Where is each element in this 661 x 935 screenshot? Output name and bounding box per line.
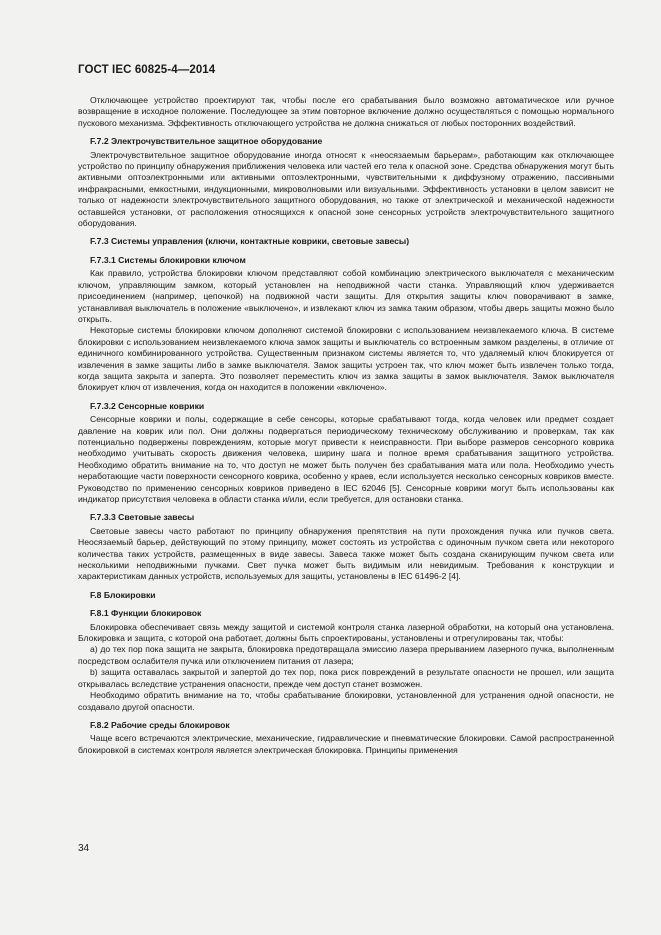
- paragraph: Некоторые системы блокировки ключом дополняют системой блокировки с использованием неизвлекаемого ключа. В системе блокировки с использованием неизвлекаемого ключа замок защиты и выключатель со встроенным замком разделены, в отличие от единичного комбинированного устройства. Существенным признаком системы является то, что удаляемый ключ блокируется от извлечения в замке защиты либо в замке выключателя. Замок защиты устроен так, что ключ может быть извлечен только тогда, когда защита закрыта и заперта. Это позволяет переместить ключ из замка защиты в замок выключателя. Замок выключателя блокирует ключ от извлечения, когда он находится в положении «включено».: [78, 325, 614, 393]
- section-heading-f8-1: F.8.1 Функции блокировок: [90, 608, 202, 619]
- section-heading-f7-2: F.7.2 Электрочувствительное защитное оборудование: [90, 136, 323, 147]
- section-heading-f8-2: F.8.2 Рабочие среды блокировок: [90, 719, 230, 730]
- section-heading-f8: F.8 Блокировки: [90, 589, 156, 600]
- paragraph: Сенсорные коврики и полы, содержащие в себе сенсоры, которые срабатывают тогда, когда человек или предмет создает давление на коврик или пол. Они должны подвергаться периодическому техническому обслуживанию и проверкам, так как потенциально подвержены повреждениям, которые могут привести к неисправности. При выборе размеров сенсорного коврика необходимо учитывать скорость движения человека, ширину шага и полное время срабатывания защитного устройства. Необходимо обратить внимание на то, что доступ не может быть получен без срабатывания мата или пола. Необходимо учесть неработающие части поверхности сенсорного коврика, особенно у краев, если используется несколько сенсорных ковриков вместе. Руководство по применению сенсорных ковриков приведено в IEC 62046 [5]. Сенсорные коврики могут быть использованы как индикатор присутствия человека в области станка и/или, если требуется, для остановки станка.: [78, 414, 614, 504]
- paragraph: Чаще всего встречаются электрические, механические, гидравлические и пневматические блокировки. Самой распространенной блокировкой в системах контроля является электрическая блокировка. Принципы применения: [78, 733, 614, 755]
- document-body: [78, 95, 614, 756]
- paragraph: Необходимо обратить внимание на то, чтобы срабатывание блокировки, установленной для устранения одной опасности, не создавало другой опасности.: [78, 690, 614, 712]
- section-heading-f7-3-2: F.7.3.2 Сенсорные коврики: [90, 400, 205, 411]
- paragraph: Электрочувствительное защитное оборудование иногда относят к «неосязаемым барьерам», работающим как отключающее устройство по принципу обнаружения приближения человека или частей его тела к опасной зоне. Средства обнаружения могут быть активными оптоэлектронными или активными оптоэлектронными, чувствительными к диффузному отражению, пассивными инфракрасными, емкостными, индукционными, микроволновыми или визуальными. Эффективность установки в целом зависит не только от надежности электрочувствительного защитного оборудования, но также от электрической и механической надежности оставшейся установки, от расположения относящихся к опасной зоне сенсорных устройств электрочувствительного защитного оборудования.: [78, 149, 614, 229]
- list-item: b) защита оставалась закрытой и запертой до тех пор, пока риск повреждений в результате опасности не прошел, или защита открывалась вследствие устранения опасности, прежде чем доступ станет возможен.: [78, 667, 614, 689]
- document-header: ГОСТ IEC 60825-4—2014: [78, 64, 216, 76]
- section-heading-f7-3: F.7.3 Системы управления (ключи, контактные коврики, световые завесы): [90, 236, 410, 247]
- section-heading-f7-3-3: F.7.3.3 Световые завесы: [90, 512, 195, 523]
- section-heading-f7-3-1: F.7.3.1 Системы блокировки ключом: [90, 254, 246, 265]
- paragraph: Световые завесы часто работают по принципу обнаружения препятствия на пути прохождения пучка или пучков света. Неосязаемый барьер, действующий по этому принципу, может состоять из устройства с одиночным пучком света или некоторого количества таких устройств, размещенных в виде завесы. Завеса также может быть создана сканирующим пучком света или несколькими неподвижными пучками. Свет пучка может быть видимым или невидимым. Требования к конструкции и характеристикам данных устройств, используемых для защиты, установлены в IEC 61496-2 [4].: [78, 525, 614, 582]
- list-item: а) до тех пор пока защита не закрыта, блокировка предотвращала эмиссию лазера прерыванием лазерного пучка, выполненным посредством ослабителя пучка или отключением питания от лазера;: [78, 644, 614, 666]
- page-number: 34: [78, 843, 90, 854]
- paragraph: Как правило, устройства блокировки ключом представляют собой комбинацию электрического выключателя с механическим ключом, управляющим замком, который установлен на неподвижной части станка. Управляющий ключ удерживается присоединением (например, цепочкой) на подвижной части защиты. Для открытия защиты ключ поворачивают в замке, устанавливая выключатель в положение «выключено», и извлекают ключ из замка таким образом, чтобы дверь защиты можно было открыть.: [78, 268, 614, 324]
- paragraph: Блокировка обеспечивает связь между защитой и системой контроля станка лазерной обработки, на который она установлена. Блокировка и защита, с которой она работает, должны быть спроектированы, установлены и отрегулированы так, чтобы:: [78, 621, 614, 644]
- paragraph: Отключающее устройство проектируют так, чтобы после его срабатывания было возможно автоматическое или ручное возвращение в исходное положение. Последующее за этим повторное включение должно осуществляться с помощью нормального пускового механизма. Эффективность отключающего устройства не должна снижаться от любых посторонних воздействий.: [78, 95, 614, 128]
